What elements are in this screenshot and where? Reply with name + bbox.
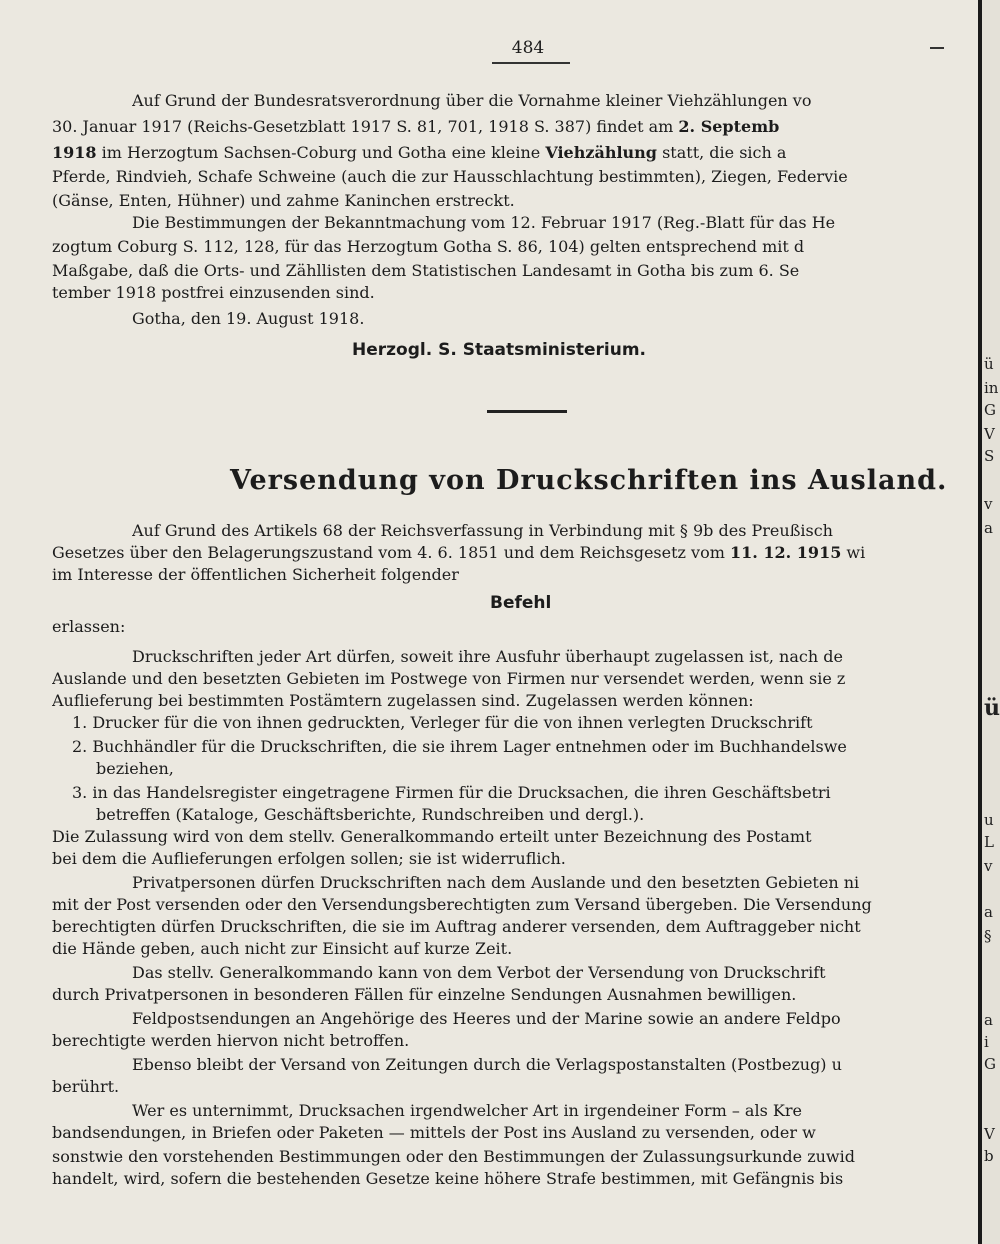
neighbor-fragment: a — [984, 1011, 993, 1029]
page-number-rule — [492, 62, 570, 64]
notice1-line: tember 1918 postfrei einzusenden sind. — [52, 283, 375, 302]
neighbor-page-edge — [982, 0, 1000, 1244]
body-line: Druckschriften jeder Art dürfen, soweit ihre Ausfuhr überhaupt zugelassen ist, nach de — [132, 647, 843, 666]
body-line: Privatpersonen dürfen Druckschriften nach dem Auslande und den besetzten Gebieten ni — [132, 873, 860, 892]
notice1-line: zogtum Coburg S. 112, 128, für das Herzogtum Gotha S. 86, 104) gelten entsprechend mit d — [52, 237, 805, 256]
notice1-line: Pferde, Rindvieh, Schafe Schweine (auch die zur Hausschlachtung bestimmten), Ziegen, Federvie — [52, 167, 848, 186]
bold-year: 1918 — [52, 143, 97, 162]
neighbor-fragment: § — [984, 927, 992, 945]
neighbor-fragment: v — [984, 495, 993, 513]
body-line: Feldpostsendungen an Angehörige des Heeres und der Marine sowie an andere Feldpo — [132, 1009, 841, 1028]
neighbor-fragment: a — [984, 519, 993, 537]
body-line: bandsendungen, in Briefen oder Paketen — mittels der Post ins Ausland zu versenden, oder w — [52, 1123, 816, 1142]
list-item-2: 2. Buchhändler für die Druckschriften, die sie ihrem Lager entnehmen oder im Buchhandelswe — [72, 737, 847, 756]
body-line: Das stellv. Generalkommando kann von dem Verbot der Versendung von Druckschrift — [132, 963, 826, 982]
neighbor-fragment: i — [984, 1033, 989, 1051]
list-item-2-cont: beziehen, — [96, 759, 174, 778]
body-line: Die Zulassung wird von dem stellv. Generalkommando erteilt unter Bezeichnung des Postamt — [52, 827, 812, 846]
notice1-line: Maßgabe, daß die Orts- und Zähllisten dem Statistischen Landesamt in Gotha bis zum 6. Se — [52, 261, 800, 280]
body-line: die Hände geben, auch nicht zur Einsicht auf kurze Zeit. — [52, 939, 513, 958]
signature: Herzogl. S. Staatsministerium. — [352, 340, 646, 360]
notice1-line: 1918 im Herzogtum Sachsen-Coburg und Gotha eine kleine Viehzählung statt, die sich a — [52, 143, 787, 162]
dateline: Gotha, den 19. August 1918. — [132, 309, 365, 328]
notice1-line: Die Bestimmungen der Bekanntmachung vom 12. Februar 1917 (Reg.-Blatt für das He — [132, 213, 836, 232]
page-number: 484 — [511, 38, 545, 58]
section-separator — [487, 410, 567, 413]
notice2-title: Versendung von Druckschriften ins Ausland. — [230, 465, 948, 496]
margin-dash — [930, 47, 944, 49]
body-line: berechtigte werden hiervon nicht betroffen. — [52, 1031, 410, 1050]
body-line: Ebenso bleibt der Versand von Zeitungen durch die Verlagspostanstalten (Postbezug) u — [132, 1055, 842, 1074]
body-line: sonstwie den vorstehenden Bestimmungen oder den Bestimmungen der Zulassungsurkunde zuwid — [52, 1147, 855, 1166]
neighbor-fragment: in — [984, 379, 999, 397]
body-line: mit der Post versenden oder den Versendungsberechtigten zum Versand übergeben. Die Versendung — [52, 895, 872, 914]
notice1-line: Auf Grund der Bundesratsverordnung über die Vornahme kleiner Viehzählungen vo — [132, 91, 812, 110]
bold-law-date: 11. 12. 1915 — [729, 543, 842, 562]
list-item-3: 3. in das Handelsregister eingetragene Firmen für die Drucksachen, die ihren Geschäftsbetri — [72, 783, 831, 802]
body-line: Auslande und den besetzten Gebieten im Postwege von Firmen nur versendet werden, wenn sie z — [52, 669, 846, 688]
body-line: berührt. — [52, 1077, 120, 1096]
neighbor-fragment: L — [984, 833, 994, 851]
neighbor-fragment: V — [984, 1125, 995, 1143]
list-item-3-cont: betreffen (Kataloge, Geschäftsberichte, Rundschreiben und dergl.). — [96, 805, 645, 824]
body-line: berechtigten dürfen Druckschriften, die sie im Auftrag anderer versenden, dem Auftraggeber nicht — [52, 917, 861, 936]
befehl-heading: Befehl — [490, 593, 552, 613]
notice1-line: (Gänse, Enten, Hühner) und zahme Kaninchen erstreckt. — [52, 191, 515, 210]
neighbor-fragment: V — [984, 425, 995, 443]
neighbor-fragment: G — [984, 1055, 996, 1073]
neighbor-fragment: ü — [984, 695, 1000, 721]
neighbor-fragment: G — [984, 401, 996, 419]
notice2-intro-line: im Interesse der öffentlichen Sicherheit folgender — [52, 565, 459, 584]
notice1-line: 30. Januar 1917 (Reichs-Gesetzblatt 1917 S. 81, 701, 1918 S. 387) findet am 2. Septemb — [52, 117, 780, 136]
neighbor-fragment: a — [984, 903, 993, 921]
body-line: Wer es unternimmt, Drucksachen irgendwelcher Art in irgendeiner Form – als Kre — [132, 1101, 802, 1120]
neighbor-fragment: u — [984, 811, 994, 829]
bold-date: 2. Septemb — [678, 117, 780, 136]
notice2-intro-line: Gesetzes über den Belagerungszustand vom 4. 6. 1851 und dem Reichsgesetz vom 11. 12. 1915 wi — [52, 543, 866, 562]
notice2-intro-line: Auf Grund des Artikels 68 der Reichsverfassung in Verbindung mit § 9b des Preußisch — [132, 521, 833, 540]
neighbor-fragment: v — [984, 857, 993, 875]
body-line: durch Privatpersonen in besonderen Fällen für einzelne Sendungen Ausnahmen bewilligen. — [52, 985, 797, 1004]
neighbor-fragment: b — [984, 1147, 994, 1165]
erlassen-line: erlassen: — [52, 617, 126, 636]
body-line: handelt, wird, sofern die bestehenden Gesetze keine höhere Strafe bestimmen, mit Gefängnis bis — [52, 1169, 844, 1188]
body-line: bei dem die Auflieferungen erfolgen sollen; sie ist widerruflich. — [52, 849, 566, 868]
body-line: Auflieferung bei bestimmten Postämtern zugelassen sind. Zugelassen werden können: — [52, 691, 754, 710]
bold-viehzaehlung: Viehzählung — [545, 143, 657, 162]
neighbor-fragment: S — [984, 447, 995, 465]
neighbor-fragment: ü — [984, 355, 994, 373]
list-item-1: 1. Drucker für die von ihnen gedruckten, Verleger für die von ihnen verlegten Druckschrift — [72, 713, 813, 732]
